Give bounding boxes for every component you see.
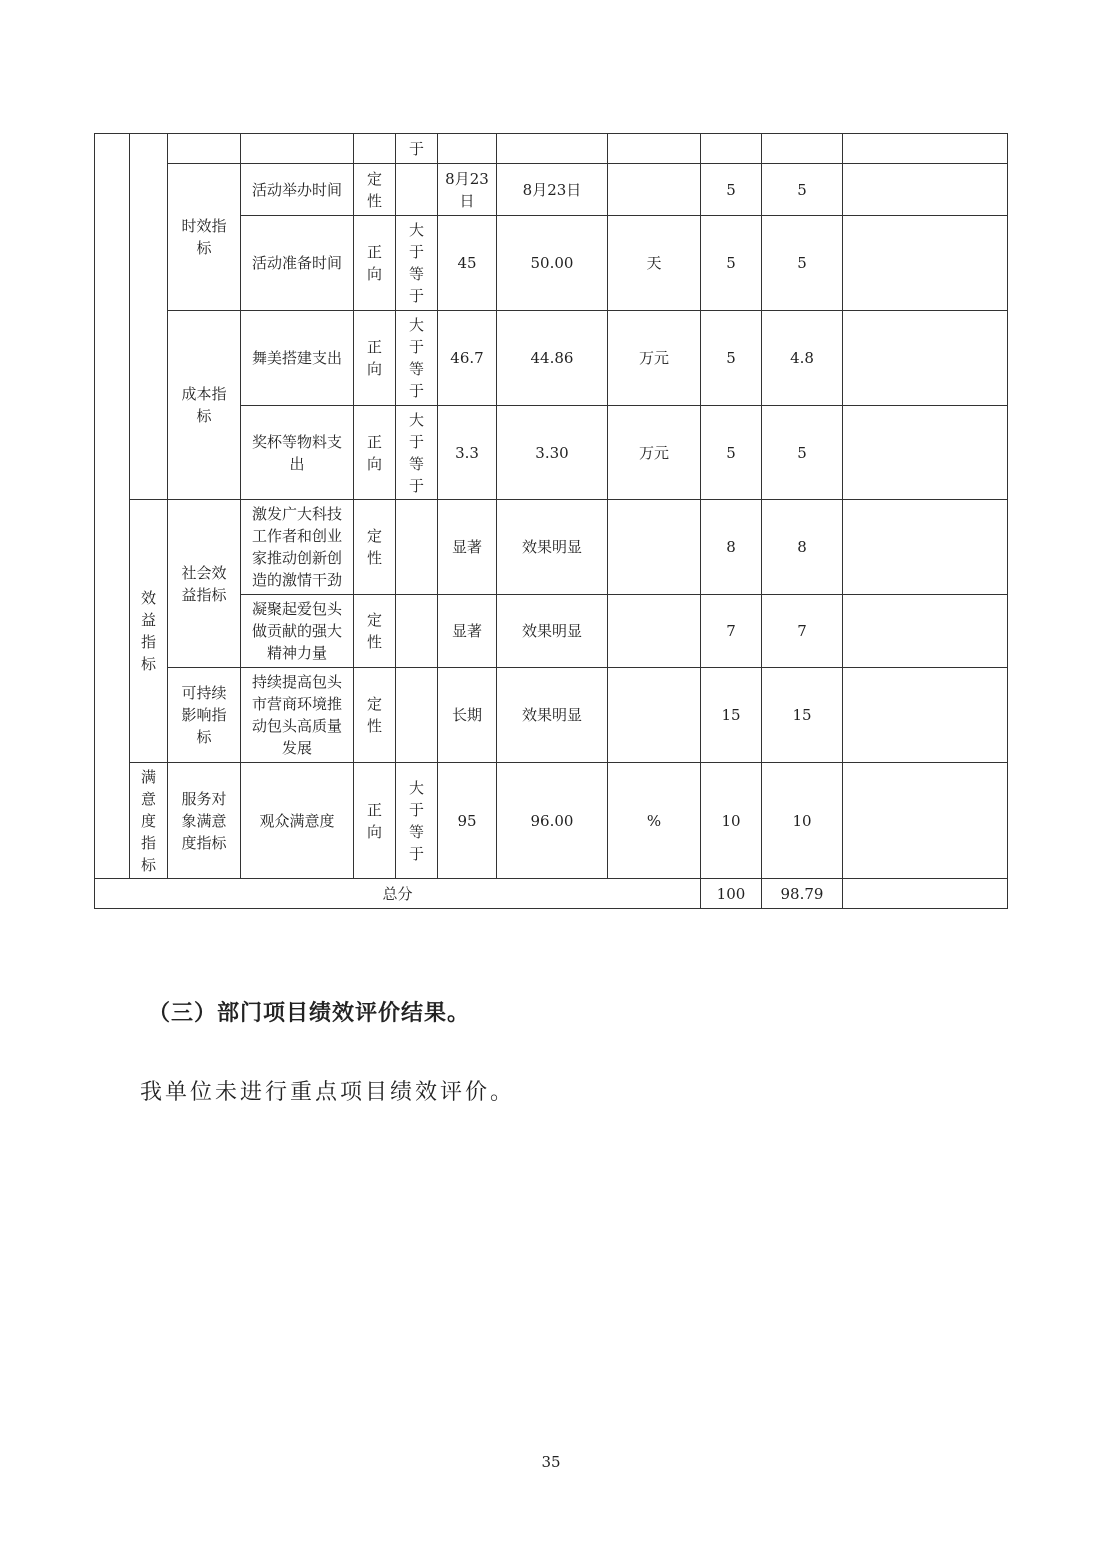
cell: 7 xyxy=(762,595,843,668)
cell: 大于等于 xyxy=(396,311,438,406)
cell: 4.8 xyxy=(762,311,843,406)
cell: 定性 xyxy=(354,500,396,595)
cell: 15 xyxy=(701,668,762,763)
cell: 显著 xyxy=(438,595,497,668)
cell xyxy=(354,134,396,164)
cell xyxy=(843,879,1008,909)
indicator-cell: 持续提高包头市营商环境推动包头高质量发展 xyxy=(241,668,354,763)
cell xyxy=(843,164,1008,216)
cell xyxy=(130,134,168,500)
cell: 44.86 xyxy=(497,311,608,406)
body-paragraph: 我单位未进行重点项目绩效评价。 xyxy=(140,1080,516,1105)
table-row xyxy=(95,164,1008,216)
cell: 效果明显 xyxy=(497,668,608,763)
cell xyxy=(396,500,438,595)
page-number: 35 xyxy=(541,1453,561,1471)
cell xyxy=(843,406,1008,500)
cell: 万元 xyxy=(608,406,701,500)
cell xyxy=(843,668,1008,763)
cell: 5 xyxy=(762,164,843,216)
cell: 正向 xyxy=(354,763,396,879)
cell: 5 xyxy=(701,406,762,500)
performance-table xyxy=(94,133,1008,909)
table-row xyxy=(95,668,1008,763)
total-label: 总分 xyxy=(95,879,701,909)
cell: 10 xyxy=(701,763,762,879)
cell: 3.3 xyxy=(438,406,497,500)
cell xyxy=(396,164,438,216)
cell xyxy=(396,668,438,763)
cell xyxy=(608,668,701,763)
cell: 10 xyxy=(762,763,843,879)
cell: 于 xyxy=(396,134,438,164)
indicator-cell: 奖杯等物料支出 xyxy=(241,406,354,500)
cell: 长期 xyxy=(438,668,497,763)
cell: 万元 xyxy=(608,311,701,406)
cell: 定性 xyxy=(354,164,396,216)
cell xyxy=(843,500,1008,595)
table-row xyxy=(95,311,1008,406)
cell: 95 xyxy=(438,763,497,879)
cell xyxy=(608,500,701,595)
cell: 8 xyxy=(762,500,843,595)
table-row xyxy=(95,500,1008,595)
cell: 效果明显 xyxy=(497,595,608,668)
cell xyxy=(95,134,130,879)
cell: 大于等于 xyxy=(396,406,438,500)
cell xyxy=(608,164,701,216)
cell xyxy=(843,763,1008,879)
cell: 效果明显 xyxy=(497,500,608,595)
total-actual: 98.79 xyxy=(762,879,843,909)
category-cell: 服务对象满意度指标 xyxy=(168,763,241,879)
cell: 正向 xyxy=(354,311,396,406)
table-row xyxy=(95,134,1008,164)
cell xyxy=(396,595,438,668)
cell: 3.30 xyxy=(497,406,608,500)
indicator-cell: 观众满意度 xyxy=(241,763,354,879)
cell: 7 xyxy=(701,595,762,668)
cell: 正向 xyxy=(354,406,396,500)
cell xyxy=(843,311,1008,406)
indicator-cell: 凝聚起爱包头做贡献的强大精神力量 xyxy=(241,595,354,668)
cell xyxy=(168,134,241,164)
cell: 46.7 xyxy=(438,311,497,406)
cell: 45 xyxy=(438,216,497,311)
category-cell: 满意度指标 xyxy=(130,763,168,879)
cell: 50.00 xyxy=(497,216,608,311)
category-cell: 时效指标 xyxy=(168,164,241,311)
cell: 大于等于 xyxy=(396,763,438,879)
cell xyxy=(608,595,701,668)
total-row xyxy=(95,879,1008,909)
cell: 天 xyxy=(608,216,701,311)
cell: 大于等于 xyxy=(396,216,438,311)
category-cell: 可持续影响指标 xyxy=(168,668,241,763)
cell: 96.00 xyxy=(497,763,608,879)
category-cell: 社会效益指标 xyxy=(168,500,241,668)
cell: % xyxy=(608,763,701,879)
total-score: 100 xyxy=(701,879,762,909)
indicator-cell: 舞美搭建支出 xyxy=(241,311,354,406)
cell: 显著 xyxy=(438,500,497,595)
cell: 15 xyxy=(762,668,843,763)
cell: 5 xyxy=(762,216,843,311)
category-cell: 效益指标 xyxy=(130,500,168,763)
table-row xyxy=(95,763,1008,879)
cell xyxy=(843,216,1008,311)
cell: 8 xyxy=(701,500,762,595)
cell: 正向 xyxy=(354,216,396,311)
indicator-cell: 活动举办时间 xyxy=(241,164,354,216)
category-cell: 成本指标 xyxy=(168,311,241,500)
cell: 定性 xyxy=(354,668,396,763)
cell: 5 xyxy=(701,311,762,406)
cell: 8月23日 xyxy=(438,164,497,216)
cell: 5 xyxy=(701,164,762,216)
cell: 定性 xyxy=(354,595,396,668)
indicator-cell: 活动准备时间 xyxy=(241,216,354,311)
cell xyxy=(843,595,1008,668)
cell: 8月23日 xyxy=(497,164,608,216)
cell: 5 xyxy=(701,216,762,311)
cell xyxy=(241,134,354,164)
indicator-cell: 激发广大科技工作者和创业家推动创新创造的激情干劲 xyxy=(241,500,354,595)
cell: 5 xyxy=(762,406,843,500)
section-heading: （三）部门项目绩效评价结果。 xyxy=(148,1000,471,1026)
